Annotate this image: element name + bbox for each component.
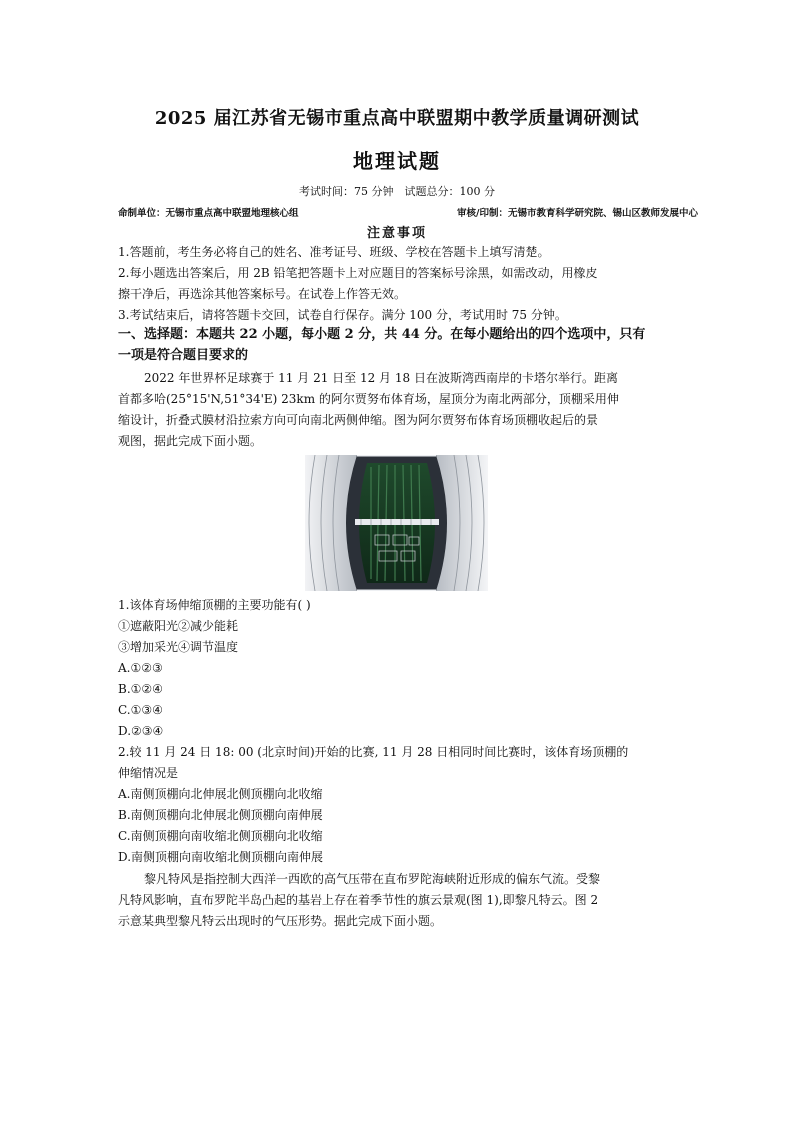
passage-line: 凡特风影响，直布罗陀半岛凸起的基岩上存在着季节性的旗云景观(图 1),即黎凡特云。图 2 — [118, 893, 599, 907]
option-c[interactable]: C.南侧顶棚向南收缩北侧顶棚向北收缩 — [118, 829, 323, 843]
option-c[interactable]: C.①③④ — [118, 703, 163, 717]
passage-line: 首都多哈(25°15'N,51°34'E) 23km 的阿尔贾努布体育场，屋顶分为南北两部分，顶棚采用伸 — [118, 392, 619, 406]
unit-left: 命制单位：无锡市重点高中联盟地理核心组 — [118, 208, 299, 219]
option-b[interactable]: B.南侧顶棚向北伸展北侧顶棚向南伸展 — [118, 808, 323, 822]
passage-line: 2022 年世界杯足球赛于 11 月 21 日至 12 月 18 日在波斯湾西南岸的卡塔尔举行。距离 — [144, 371, 618, 385]
stadium-photo — [305, 455, 488, 591]
passage-line: 示意某典型黎凡特云出现时的气压形势。据此完成下面小题。 — [118, 914, 443, 928]
option-d[interactable]: D.南侧顶棚向南收缩北侧顶棚向南伸展 — [118, 850, 324, 864]
notice-item: 擦干净后，再选涂其他答案标号。在试卷上作答无效。 — [118, 287, 407, 301]
notice-item: 2.每小题选出答案后，用 2B 铅笔把答题卡上对应题目的答案标号涂黑，如需改动，用橡皮 — [118, 266, 598, 280]
option-b[interactable]: B.①②④ — [118, 682, 163, 696]
exam-meta: 考试时间：75 分钟 试题总分：100 分 — [299, 185, 495, 198]
question-statement: ③增加采光④调节温度 — [118, 640, 239, 654]
question-statement: ①遮蔽阳光②减少能耗 — [118, 619, 239, 633]
section-heading: 一项是符合题目要求的 — [118, 348, 249, 363]
question-stem: 2.较 11 月 24 日 18: 00 (北京时间)开始的比赛, 11 月 28 日相同时间比赛时，该体育场顶棚的 — [118, 745, 629, 759]
subject-title: 地理试题 — [353, 149, 441, 173]
section-heading: 一、选择题：本题共 22 小题，每小题 2 分，共 44 分。在每小题给出的四个选项中，只有 — [118, 327, 646, 342]
exam-title: 2025 届江苏省无锡市重点高中联盟期中教学质量调研测试 — [154, 108, 640, 129]
unit-right: 审核/印制：无锡市教育科学研究院、锡山区教师发展中心 — [457, 208, 698, 219]
option-a[interactable]: A.①②③ — [118, 661, 163, 675]
notice-item: 3.考试结束后，请将答题卡交回，试卷自行保存。满分 100 分，考试用时 75 分钟。 — [118, 308, 567, 322]
question-stem: 1.该体育场伸缩顶棚的主要功能有( ) — [118, 598, 311, 612]
passage-line: 观图，据此完成下面小题。 — [118, 434, 263, 448]
passage-line: 黎凡特风是指控制大西洋一西欧的高气压带在直布罗陀海峡附近形成的偏东气流。受黎 — [144, 872, 601, 886]
question-stem: 伸缩情况是 — [118, 766, 179, 780]
option-a[interactable]: A.南侧顶棚向北伸展北侧顶棚向北收缩 — [118, 787, 323, 801]
notice-item: 1.答题前，考生务必将自己的姓名、准考证号、班级、学校在答题卡上填写清楚。 — [118, 245, 550, 259]
passage-line: 缩设计，折叠式膜材沿拉索方向可向南北两侧伸缩。图为阿尔贾努布体育场顶棚收起后的景 — [118, 413, 599, 427]
notice-heading: 注意事项 — [366, 226, 427, 241]
option-d[interactable]: D.②③④ — [118, 724, 164, 738]
exam-units — [118, 205, 698, 219]
